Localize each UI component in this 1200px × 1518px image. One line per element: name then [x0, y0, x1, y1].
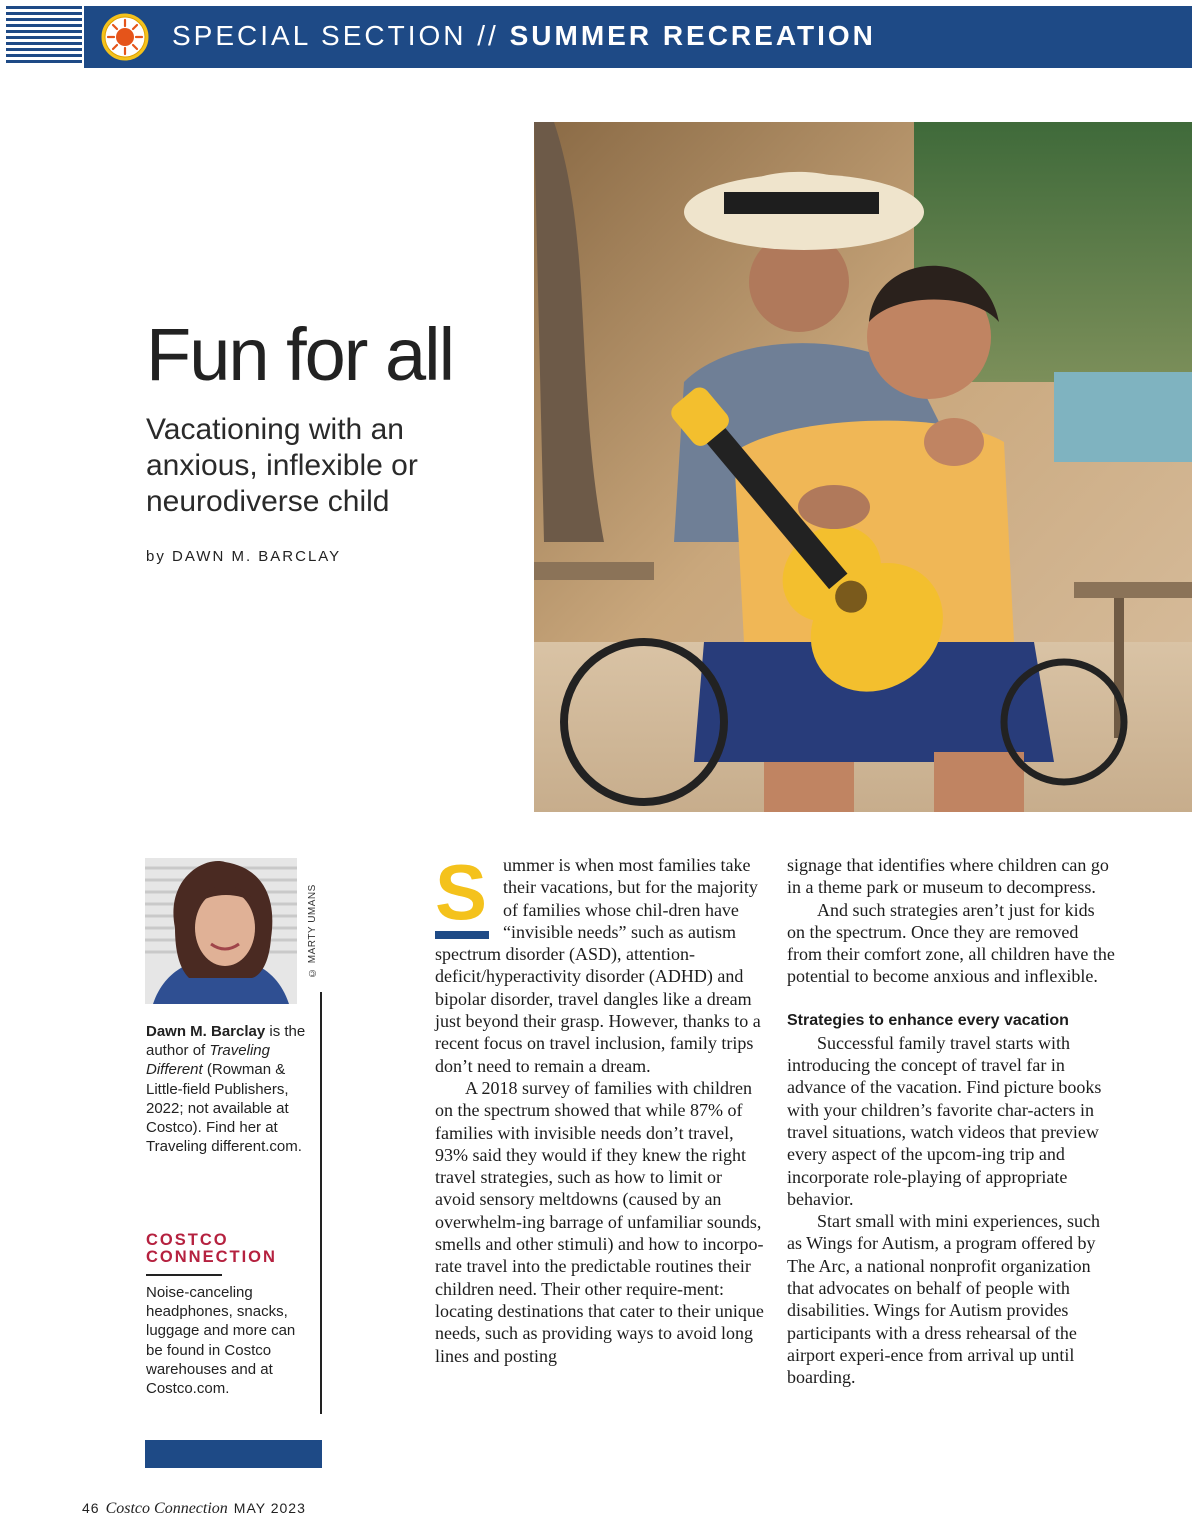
byline: by DAWN M. BARCLAY	[146, 548, 342, 565]
sun-icon	[100, 12, 150, 62]
paragraph-1	[435, 848, 765, 1077]
section-title: SUMMER RECREATION	[509, 20, 876, 51]
hero-photo	[534, 122, 1192, 812]
author-portrait-image	[145, 858, 297, 1004]
page-footer	[82, 1500, 306, 1518]
article-subtitle: Vacationing with an anxious, inflexible or neurodiverse child	[146, 413, 418, 518]
bio-book-title: Traveling Different	[146, 1042, 270, 1079]
section-banner	[84, 6, 1192, 68]
article-column-1	[435, 848, 765, 1367]
issue-date: MAY 2023	[233, 1500, 306, 1516]
article-title: Fun for all	[146, 313, 454, 396]
paragraph-5: Successful family travel starts with introducing the concept of travel far in advance of the vacation. Find picture books with your children’s favorite char-acters in travel situations, watch videos that preview every aspect of the upcom-ing trip and incorporate role-playing of appropriate behavior.	[787, 1032, 1102, 1209]
section-subheading: Strategies to enhance every vacation	[787, 1011, 1069, 1029]
section-heading	[172, 20, 876, 52]
publication-name: Costco Connection	[105, 1500, 228, 1517]
page-number: 46	[82, 1500, 100, 1516]
bio-text-2: (Rowman & Little-field Publishers, 2022; not available at Costco). Find her at Traveling different.com.	[146, 1061, 302, 1156]
paragraph-3: signage that identifies where children can go in a theme park or museum to decompress.	[787, 855, 1109, 898]
author-bio	[146, 1022, 306, 1156]
costco-connection-heading: COSTCO CONNECTION	[146, 1231, 277, 1266]
bio-text-1: is the author of	[146, 1023, 306, 1060]
paragraph-6: Start small with mini experiences, such as Wings for Autism, a program offered by The Arc, a national nonprofit organization that advocates on behalf of people with disabilities. Wings for Autism provides participants with a dress rehearsal of the airport experi-ence from arrival up until boarding.	[787, 1211, 1100, 1388]
header-stripes	[6, 6, 82, 66]
paragraph-1-text: ummer is when most families take their vacations, but for the majority of families whose chil-dren have “invisible needs” such as autism spectrum disorder (ASD), attention-deficit/hyperactivity disorder (ADHD) and bipolar disorder, travel dangles like a dream just beyond their grasp. However, thanks to a recent focus on travel inclusion, family trips don’t need to remain a dream.	[435, 855, 761, 1076]
costco-connection-text: Noise-canceling headphones, snacks, luggage and more can be found in Costco warehouses and at Costco.com.	[146, 1284, 296, 1398]
photo-credit: © MARTY UMANS	[307, 884, 318, 978]
drop-cap: S	[435, 848, 488, 936]
woman-and-boy-with-ukulele-photo	[534, 122, 1192, 812]
section-label: SPECIAL SECTION //	[172, 20, 510, 51]
paragraph-2: A 2018 survey of families with children on the spectrum showed that while 87% of families with invisible needs don’t travel, 93% said they would if they knew the right travel strategies, such as how to limit or avoid sensory meltdowns (caused by an overwhelm-ing barrage of unfamiliar sounds, smells and other stimuli) and how to incorpo-rate travel into the predictable routines their children need. Their other require-ment: locating destinations that cater to their unique needs, such as providing ways to avoid long lines and posting	[435, 1077, 764, 1366]
bio-name: Dawn M. Barclay	[146, 1023, 266, 1040]
costco-heading-rule	[146, 1274, 222, 1276]
sidebar-blue-bar	[145, 1440, 322, 1468]
sidebar-divider	[320, 992, 322, 1414]
paragraph-4: And such strategies aren’t just for kids on the spectrum. Once they are removed from their comfort zone, all children have the potential to become anxious and inflexible.	[787, 899, 1115, 987]
article-column-2	[787, 854, 1117, 1389]
author-photo	[145, 858, 297, 1004]
